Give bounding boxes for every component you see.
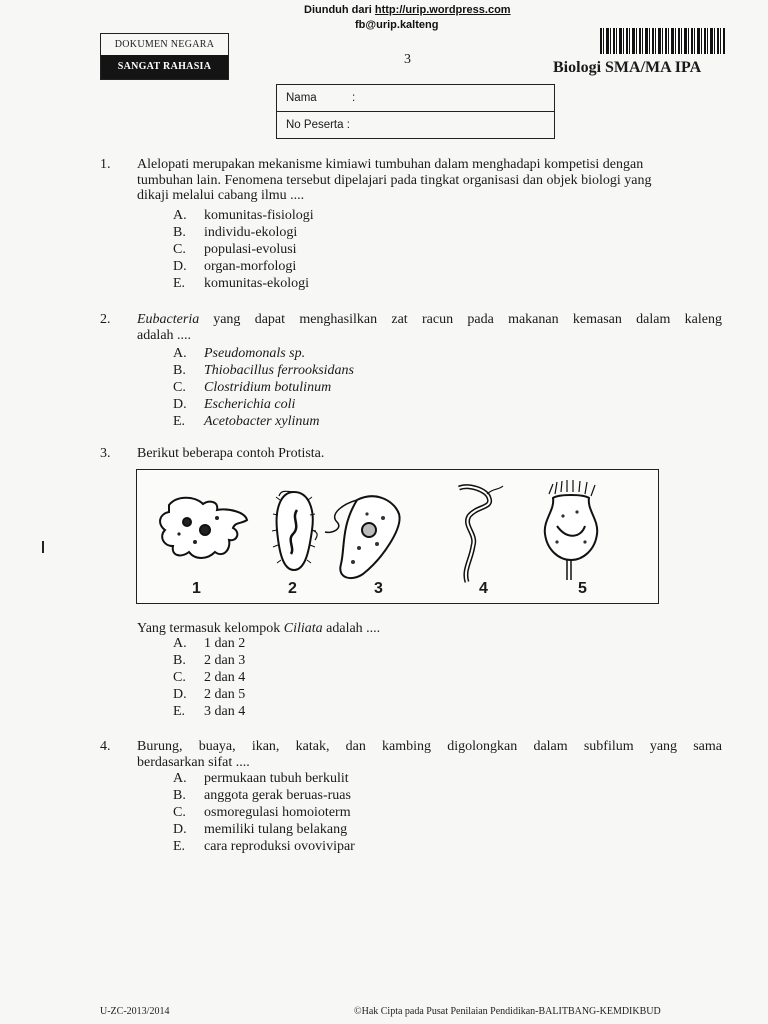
option-c[interactable]: [173, 804, 355, 821]
option-e[interactable]: [173, 703, 245, 720]
option-letter: C.: [173, 242, 186, 257]
page-number: 3: [404, 52, 411, 67]
question-1-line: dikaji melalui cabang ilmu ....: [137, 188, 305, 203]
question-4-line: Burung, buaya, ikan, katak, dan kambing digolongkan dalam subfilum yang sama: [137, 739, 722, 754]
option-b[interactable]: [173, 362, 354, 379]
option-text: 2 dan 3: [204, 653, 246, 668]
classification-box: [100, 33, 229, 80]
option-letter: D.: [173, 397, 187, 412]
name-field[interactable]: [277, 85, 554, 111]
figure-label-2: 2: [288, 580, 297, 597]
question-2-term: Eubacteria: [137, 312, 200, 327]
option-letter: D.: [173, 687, 187, 702]
participant-number-label: No Peserta :: [286, 119, 350, 131]
option-text: organ-morfologi: [204, 259, 297, 274]
download-source: [304, 4, 511, 16]
option-text: Thiobacillus ferrooksidans: [204, 363, 354, 378]
option-text: cara reproduksi ovovivipar: [204, 839, 355, 854]
question-4-text: [137, 739, 722, 770]
question-1-line: tumbuhan lain. Fenomena tersebut dipelajari pada tingkat organisasi dan objek biologi yang: [137, 172, 652, 188]
doc-label: DOKUMEN NEGARA: [114, 39, 215, 50]
option-letter: D.: [173, 822, 187, 837]
option-d[interactable]: [173, 258, 314, 275]
question-4-line: berdasarkan sifat ....: [137, 754, 250, 770]
option-letter: A.: [173, 771, 187, 786]
question-4-options: [173, 770, 355, 855]
option-e[interactable]: [173, 275, 314, 292]
option-letter: C.: [173, 805, 186, 820]
option-letter: C.: [173, 380, 186, 395]
option-b[interactable]: [173, 652, 245, 669]
option-text: populasi-evolusi: [204, 242, 297, 257]
option-a[interactable]: [173, 770, 355, 787]
question-3-stem-before: Yang termasuk kelompok: [137, 621, 284, 636]
option-letter: B.: [173, 788, 186, 803]
secret-label: SANGAT RAHASIA: [101, 55, 228, 79]
option-letter: A.: [173, 208, 187, 223]
question-2-rest: yang dapat menghasilkan zat racun pada makanan kemasan dalam kaleng: [213, 312, 722, 327]
option-letter: B.: [173, 363, 186, 378]
question-2-line: [137, 312, 722, 328]
question-2-options: [173, 345, 354, 430]
question-1-line: Alelopati merupakan mekanisme kimiawi tumbuhan dalam menghadapi kompetisi dengan: [137, 157, 644, 172]
question-1-number: 1.: [100, 157, 111, 172]
option-d[interactable]: [173, 396, 354, 413]
option-text: Escherichia coli: [204, 397, 296, 412]
scan-mark: [42, 541, 44, 553]
question-3-options: [173, 635, 245, 720]
option-letter: E.: [173, 276, 186, 291]
option-text: 1 dan 2: [204, 636, 246, 651]
vorticella-icon: [545, 480, 597, 580]
option-letter: D.: [173, 259, 187, 274]
figure-label-3: 3: [374, 580, 383, 597]
barcode-icon: [600, 28, 725, 54]
figure-label-1: 1: [192, 580, 201, 597]
option-text: individu-ekologi: [204, 225, 298, 240]
option-a[interactable]: [173, 207, 314, 224]
trypanosoma-icon: [459, 486, 503, 582]
option-text: Acetobacter xylinum: [204, 414, 320, 429]
source-link[interactable]: http://urip.wordpress.com: [374, 4, 511, 16]
option-b[interactable]: [173, 224, 314, 241]
figure-label-4: 4: [479, 580, 488, 597]
option-c[interactable]: [173, 379, 354, 396]
figure-label-5: 5: [578, 580, 587, 597]
option-e[interactable]: [173, 838, 355, 855]
option-text: Pseudomonals sp.: [204, 346, 306, 361]
source-prefix: Diunduh dari: [304, 4, 375, 16]
name-separator: :: [352, 92, 356, 104]
option-d[interactable]: [173, 821, 355, 838]
euglena-icon: [325, 496, 400, 578]
option-letter: C.: [173, 670, 186, 685]
option-text: permukaan tubuh berkulit: [204, 771, 349, 786]
option-text: osmoregulasi homoioterm: [204, 805, 351, 820]
option-text: 3 dan 4: [204, 704, 246, 719]
footer-code: U-ZC-2013/2014: [100, 1006, 170, 1017]
question-3-number: 3.: [100, 446, 111, 461]
option-letter: B.: [173, 653, 186, 668]
name-label: Nama: [286, 92, 317, 104]
facebook-handle: fb@urip.kalteng: [355, 19, 439, 31]
identity-box: [276, 84, 555, 139]
option-text: 2 dan 4: [204, 670, 246, 685]
question-1-text: [137, 157, 722, 204]
subject-title: Biologi SMA/MA IPA: [553, 59, 702, 76]
participant-number-field[interactable]: [277, 111, 554, 138]
option-letter: B.: [173, 225, 186, 240]
option-a[interactable]: [173, 635, 245, 652]
question-2-number: 2.: [100, 312, 111, 327]
footer-copyright: ©Hak Cipta pada Pusat Penilaian Pendidikan-BALITBANG-KEMDIKBUD: [354, 1006, 661, 1017]
option-letter: E.: [173, 839, 186, 854]
question-3-stem-term: Ciliata: [283, 621, 323, 636]
option-e[interactable]: [173, 413, 354, 430]
question-2-line: adalah ....: [137, 327, 192, 343]
option-text: Clostridium botulinum: [204, 380, 332, 395]
option-b[interactable]: [173, 787, 355, 804]
question-4-number: 4.: [100, 739, 111, 754]
paramecium-icon: [272, 491, 317, 570]
option-text: memiliki tulang belakang: [204, 822, 348, 837]
question-2-text: [137, 312, 722, 343]
option-text: komunitas-fisiologi: [204, 208, 314, 223]
question-3-stem-after: adalah ....: [322, 621, 381, 636]
option-c[interactable]: [173, 669, 245, 686]
question-1-options: [173, 207, 314, 292]
option-letter: E.: [173, 414, 186, 429]
protista-figure: [136, 469, 659, 604]
option-a[interactable]: [173, 345, 354, 362]
option-text: komunitas-ekologi: [204, 276, 309, 291]
option-c[interactable]: [173, 241, 314, 258]
option-text: 2 dan 5: [204, 687, 246, 702]
option-letter: A.: [173, 346, 187, 361]
question-3-intro: Berikut beberapa contoh Protista.: [137, 446, 325, 461]
option-letter: E.: [173, 704, 186, 719]
option-d[interactable]: [173, 686, 245, 703]
option-text: anggota gerak beruas-ruas: [204, 788, 351, 803]
amoeba-icon: [160, 498, 247, 558]
option-letter: A.: [173, 636, 187, 651]
